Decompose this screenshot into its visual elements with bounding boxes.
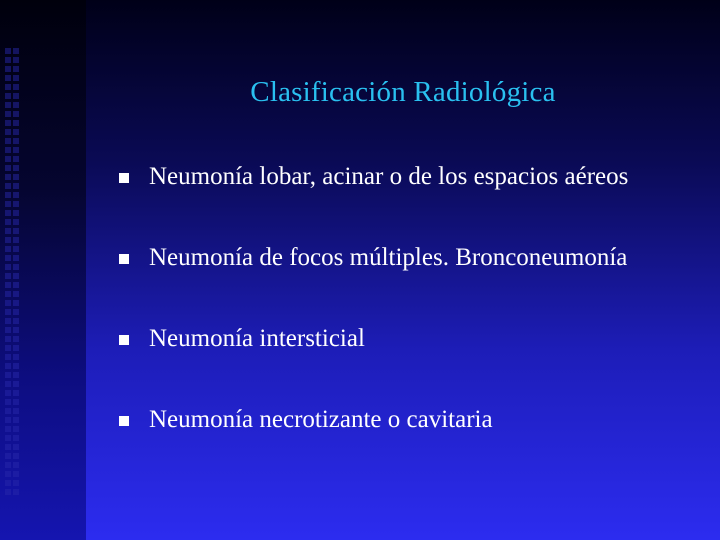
left-decorative-strip: [0, 0, 86, 540]
square-bullet-icon: [119, 335, 129, 345]
bullet-item: [119, 400, 709, 440]
square-bullet-icon: [119, 416, 129, 426]
bullet-text: Neumonía lobar, acinar o de los espacios aéreos: [149, 163, 629, 190]
square-bullet-icon: [119, 173, 129, 183]
bullet-list: [119, 157, 709, 481]
slide-title: Clasificación Radiológica: [250, 76, 556, 108]
bullet-item: [119, 157, 709, 197]
bullet-item: [119, 319, 709, 359]
decorative-square-pattern: [3, 48, 21, 498]
bullet-text: Neumonía intersticial: [149, 325, 365, 352]
bullet-text: Neumonía de focos múltiples. Bronconeumonía: [149, 244, 628, 271]
square-bullet-icon: [119, 254, 129, 264]
bullet-text: Neumonía necrotizante o cavitaria: [149, 406, 493, 433]
bullet-item: [119, 238, 709, 278]
